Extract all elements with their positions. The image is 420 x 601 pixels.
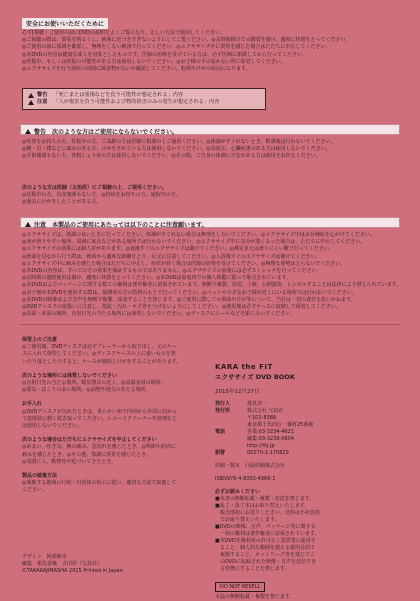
warning-line: ◎腰・首・膝などに痛みのある方、けがをされている方は使用しないでください。◎高血圧、心臓疾患のある方は使用しないでください。 [22,146,331,153]
stop-exercise-line: 痛みを感じたとき。◎その他、体調に異常を感じたとき。 [22,451,151,458]
doctor-note-title: 次のような方は医師（主治医）にご相談の上、ご使用ください。 [22,185,168,191]
safety-line: 必ず[視聴・ご使用の前にDVDの説明をよくご覧になり、正しい方法で使用してください。 [22,30,225,36]
pub-key [215,422,247,429]
notes-line: でお取り替えいたします。 [215,517,280,523]
warning-triangle-icon [28,93,34,98]
caution-band-title: 本製品のご使用にあたっては以下のことに注意願います。 [52,222,208,229]
notes-line: のDVDに収録された映像・音声を送信でき [215,559,317,565]
pub-key [215,436,247,443]
warning-band-tag: 警告 [34,129,47,136]
warning-legend-box [22,88,266,110]
credits [22,554,207,576]
notes-line: ること、個人的な範囲を超える使用目的で [215,545,316,551]
notes-line: る状態にすることを禁じます。 [215,566,290,572]
storage-places-line: ◎直射日光の当たる場所、暖房器具の近く。◎高温多湿の場所。 [22,380,166,387]
pub-value: 株式会社 宝島社 [247,408,284,414]
warning-text: 「死亡または重傷などを負う可能性が想定される」内容 [53,92,184,98]
caution-tag: 注意 [37,99,48,105]
storage-line: スに入れて保管してください。◎ディスクケースの上に重いものを置 [22,351,176,358]
disposal-line: ◎廃棄する地域の行政・自治体の指示に従い、適切な方法で廃棄して [22,480,177,487]
caution-triangle-icon [28,100,34,105]
caution-line: ◎本DVDの内容は、すべての方の効果を保証するものではありません。◎エクササイズの前後には必ずストレッチを行ってください。 [22,268,322,275]
pub-value: 蓮見清一 [247,401,268,407]
notes-line: 販売部宛にお送りください。送料は小社負担 [215,510,321,516]
pub-key: 発行人 [215,401,231,407]
storage-places-line: ◎湿気・ほこりの多い場所。◎油煙や湯気のあたる場所。 [22,387,151,394]
stop-exercise-line: ◎周囲に人、動物等が近づいてきたとき。 [22,458,117,465]
section-divider [20,324,400,325]
storage-places-title: 次のような場所には保管しないでください [22,372,118,379]
pub-key: 電話 [215,429,226,435]
safety-line: ◎エクササイズを行う場所の周囲に障害物がないか確認してください。転倒やけがの原因になります。 [22,66,251,73]
warning-legend-row [28,92,260,99]
safety-line: ◎ご視聴の際は、部屋を明るくし、画面に近づきすぎないようにしてご覧ください。◎長時間続けての鑑賞を避け、適度に休憩をとってください。 [22,37,351,44]
pub-key: 振替 [215,450,226,456]
notes-line: ■DVDの映像、音声、パッケージ等に関する [215,524,316,530]
pub-key [215,443,247,450]
disposal-title: 製品の破棄方法 [22,473,58,480]
notes-line: ■本書の無断転載・複製・放送を禁じます。 [215,496,315,502]
pub-key [215,415,247,422]
credit-design: デザイン 阿部順幸 [22,554,67,560]
caution-band [20,217,400,228]
warning-band-icon [25,129,31,134]
caution-line: ◎エクササイズは、体調の良いときに行ってください。体調がすぐれない場合は無理をしないでください。◎エクササイズ中は水分補給を心がけてください。 [22,232,375,238]
warning-line: ◎疾患をお持ちの方、妊娠中の方、ご高齢の方は医師に相談の上ご使用ください。◎体調がすぐれないとき、飲酒後は行わないでください。 [22,139,336,145]
footer-note: 本誌の無断転載・複製を禁じます。 [215,594,295,600]
care-line: ◎DVDディスクが汚れたときは、柔らかい布で内周から外周に向かっ [22,408,177,415]
pub-value: http://tkj.jp [247,443,275,449]
safety-header-label: 安全にお使いいただくために [22,18,108,29]
caution-line: ◎画面を見ながら行う際は、画面から適度な距離をとり、足元に注意してください。◎入浴後すぐのエクササイズは避けてください。 [22,253,321,260]
copyright: ©TAKARAJIMASHA 2015 Printed in Japan [22,568,123,575]
colophon [215,363,405,601]
storage-line: ◎ご使用後、DVDディスクは必ずプレーヤーから取り出し、元のケー [22,344,177,351]
warning-list [22,139,402,161]
storage-line: いたり落としたりすると、ケースが破損しけがをすることがあります。 [22,358,182,365]
left-info-column [22,337,207,495]
product-subtitle: エクササイズ DVD BOOK [215,373,295,381]
doctor-note [22,185,402,207]
caution-list [22,232,402,318]
do-not-resell-badge: DO NOT RESELL [215,582,265,592]
safety-line: ◎本DVDの内容は健康な成人を対象としたものです。医師の治療を受けている方は、必ず医師に相談してから行ってください。 [22,51,308,58]
warning-band-title: 次のような方はご使用にならないでください。 [52,129,179,136]
publication-info [215,401,405,457]
caution-line: ◎エクササイズの効果には個人差があります。◎食後すぐのエクササイズは避けてください。◎裸足または滑りにくい靴で行ってください。 [22,246,334,253]
pub-key: 発行所 [215,408,231,414]
publication-date: 2015年12月27日 [215,389,260,395]
care-title: お手入れ [22,401,43,408]
caution-band-tag: 注意 [34,222,47,229]
caution-line: ◎本DVDの映像および音声を無断で複製、改変することを禁じます。◎ご使用に際しての事故やけが等について、当社は一切の責任を負いかねます。 [22,296,356,303]
pub-value: 東京都千代田区一番町25番地 [247,422,314,428]
credit-edit: 編集 相馬香織 古田彩（宝島社） [22,561,103,568]
doctor-line: ◎過去にけがをしたことがある方。 [22,199,102,206]
notes-line: ■本DVDを権利者の許可なく賃貸業に使用す [215,538,316,544]
safety-intro [22,30,402,73]
care-line: て放射状に軽く拭き取ってください。レコードクリーナーや溶剤など [22,415,177,422]
caution-line: ◎高温・多湿の場所、直射日光の当たる場所には保管しないでください。◎ディスクにシールなどを貼らないでください。 [22,311,296,318]
isbn: ISBN978-4-8002-4966-1 [215,476,276,482]
notes-line: 一切の権利は著作権者に留保されています。 [215,531,320,537]
stop-exercise-title: 次のような場合はただちにエクササイズを中止してください [22,437,157,444]
doctor-line: ◎妊娠中の方、出産後間もない方。◎持病をお持ちの方、通院中の方。 [22,192,181,199]
caution-line: ◎床が滑りやすい場所、周囲に家具などがある場所では行わないでください。◎エクササイズ中に気分が悪くなった場合は、ただちに中止してください。 [22,239,366,246]
caution-line: ◎長時間の連続使用は避け、適度に休憩をとってください。◎本DVDは家庭内での個人視聴に限って販売されています。 [22,275,292,282]
caution-line: ◎お子様が本DVDを使用する際は、保護者の方の監督のもとで行ってください。◎ペットや小さなお子様が近くにいる場所では行わないでください。 [22,289,357,296]
pub-value: 〒102-8388 [247,415,277,421]
pub-value: 編集:03-3239-0604 [247,436,295,442]
caution-band-icon [25,222,31,227]
safety-line: ◎ご使用の前に体調を確認し、無理をしない範囲で行ってください。◎エクササイズ中に異常を感じた場合はただちに中止してください。 [22,44,331,51]
notes-line: ■乱丁・落丁本はお取り替えいたします。 [215,503,310,509]
caution-line: ◎DVDディスクの取扱いに注意し、指紋・汚れ・キズ等をつけないようにしてください。◎使用後は必ずケースに収納して保管してください。 [22,304,341,311]
caution-line: ◎本DVDおよびパッケージに関する総ての権利は著作権者に留保されています。無断で複製、放送、上映、公開演奏、レンタルすることは法律により禁じられています。 [22,282,402,289]
warning-line: ◎手術後間もない方、骨粗しょう症の方は使用しないでください。◎その他、ご自身の体調に不安がある方は使用をお控えください。 [22,153,321,160]
warning-band [20,124,400,135]
pub-value: 00170-1-170829 [247,450,289,456]
safety-line: ◎妊娠中、もしくは妊娠の可能性がある方は使用しないでください。◎お子様の手の届かない所に保管してください。 [22,58,286,65]
caution-text: 「人が傷害を負う可能性および物的損害のみの発生が想定される」内容 [53,99,220,105]
stop-exercise-line: ◎めまい、吐き気、胸の痛み、息切れを感じたとき。◎関節や筋肉に [22,444,176,451]
product-title: KARA the FIT [215,363,273,371]
caution-legend-row [28,99,260,106]
notes-line: 複製すること、ネットワーク等を通じてこ [215,552,316,558]
pub-value: 営業:03-3234-4621 [247,429,295,435]
caution-line: ◎エクササイズ中に痛みを感じた場合はただちに中止し、症状が続く場合は医師の診察を受けてください。◎無理な姿勢はとらないでください。 [22,260,346,267]
care-line: は使用しないでください。 [22,423,83,430]
notes-title: 必ずお読みください [215,489,261,495]
storage-title: 保管上のご注意 [22,337,58,343]
warning-tag: 警告 [37,92,48,98]
disposal-line: ください。 [22,487,48,494]
printer: 印刷・製本 凸版印刷株式会社 [215,463,286,469]
